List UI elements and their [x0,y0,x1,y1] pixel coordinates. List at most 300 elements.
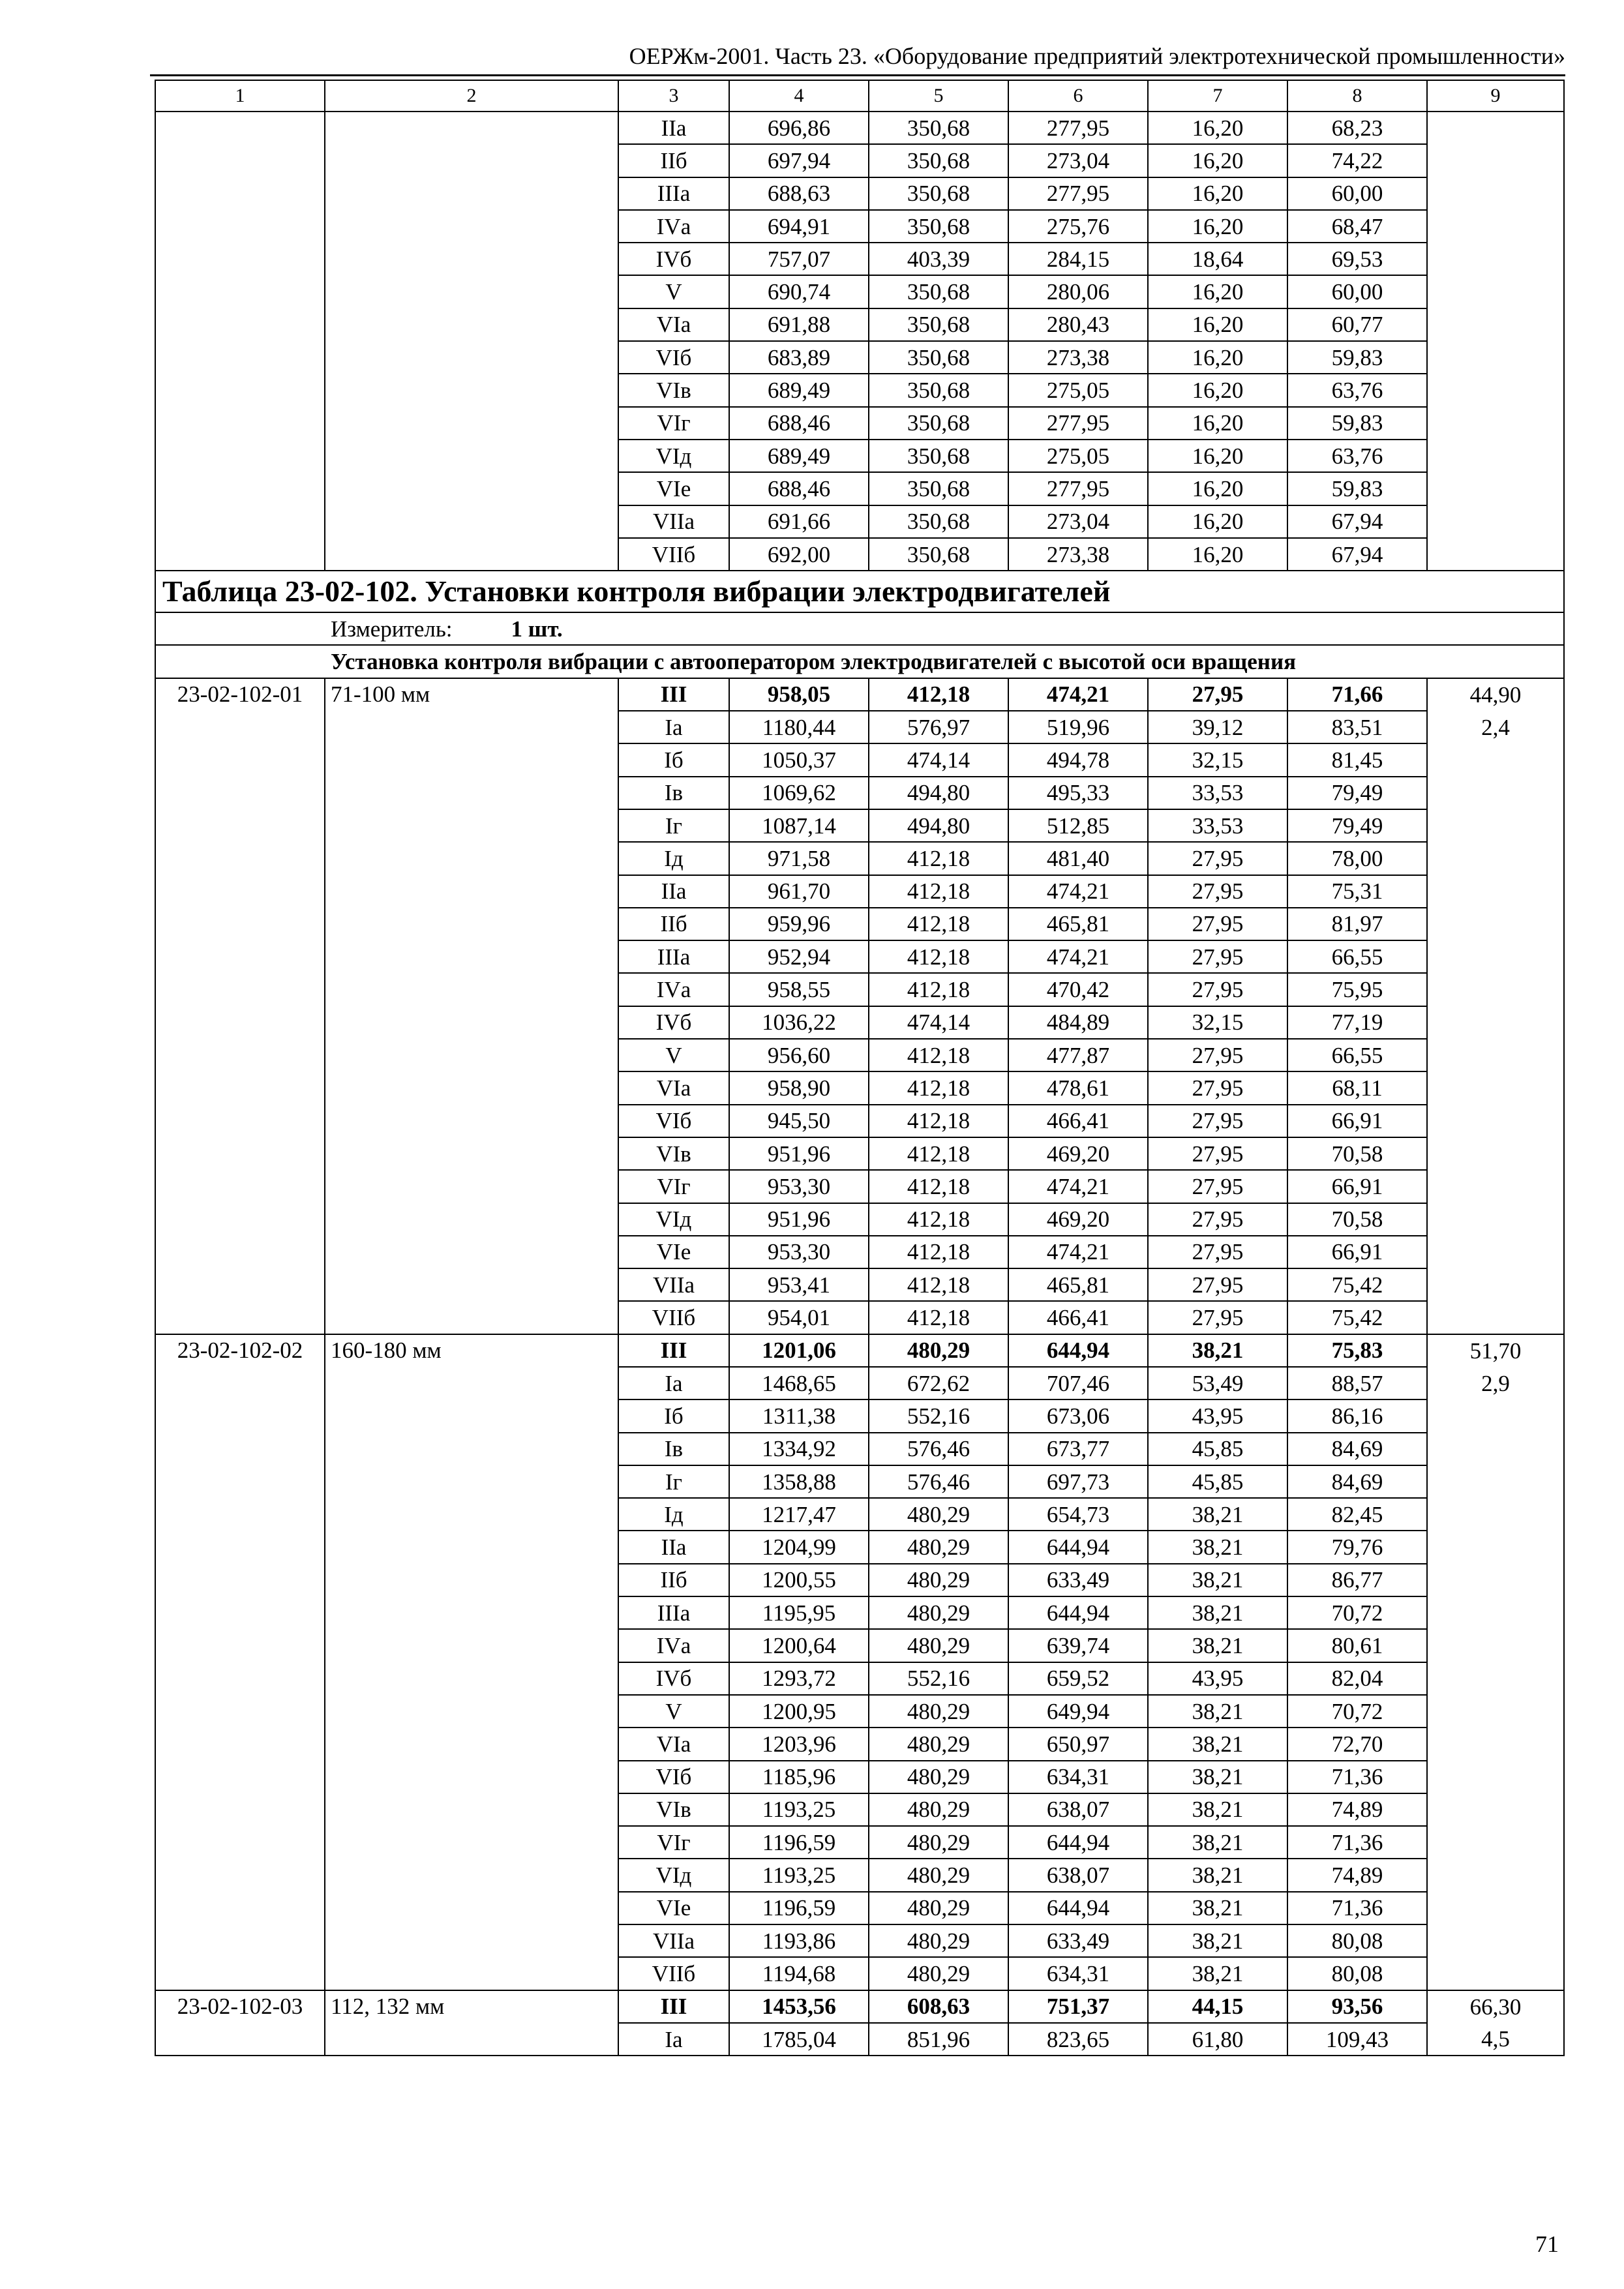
cell: 275,05 [1008,440,1148,472]
cell [1427,1498,1564,1531]
cell: V [618,275,729,308]
cell: 1217,47 [729,1498,869,1531]
cell: 480,29 [869,1564,1008,1596]
cell: 494,78 [1008,743,1148,776]
cell: 93,56 [1287,1990,1427,2023]
empty-cell [155,1268,325,1301]
empty-cell [325,1596,618,1629]
empty-cell [325,1826,618,1859]
cell: 70,58 [1287,1137,1427,1170]
cell [1427,1203,1564,1236]
cell [1427,1859,1564,1891]
cell: 38,21 [1148,1498,1287,1531]
cell: 1334,92 [729,1433,869,1465]
empty-cell [325,112,618,144]
table-row [155,2023,1564,2056]
cell: 823,65 [1008,2023,1148,2056]
cell: 1196,59 [729,1826,869,1859]
empty-cell [325,144,618,177]
cell: 38,21 [1148,1826,1287,1859]
table-row [155,243,1564,275]
empty-cell [325,1301,618,1334]
table-row [155,1268,1564,1301]
cell: 638,07 [1008,1793,1148,1826]
cell: 480,29 [869,1728,1008,1760]
empty-cell [325,1236,618,1268]
page-number: 71 [1535,2231,1559,2257]
table-row [155,678,1564,711]
cell: 60,00 [1287,177,1427,210]
cell: 412,18 [869,973,1008,1006]
empty-cell [155,472,325,505]
cell: 38,21 [1148,1761,1287,1793]
cell: 69,53 [1287,243,1427,275]
cell: VIд [618,1859,729,1891]
cell: III [618,1990,729,2023]
cell: 412,18 [869,1071,1008,1104]
cell: VIв [618,1793,729,1826]
cell: 412,18 [869,1137,1008,1170]
empty-cell [155,112,325,144]
cell: 75,95 [1287,973,1427,1006]
empty-cell [325,1859,618,1891]
cell: 633,49 [1008,1564,1148,1596]
table-row [155,177,1564,210]
cell: 38,21 [1148,1793,1287,1826]
column-number: 6 [1008,80,1148,112]
cell: 60,77 [1287,308,1427,341]
empty-cell [325,777,618,809]
empty-cell [325,374,618,406]
cell: 474,21 [1008,875,1148,908]
table-row [155,1006,1564,1039]
cell: 1200,95 [729,1695,869,1728]
cell: VIIб [618,1301,729,1334]
cell: 280,43 [1008,308,1148,341]
cell [1427,743,1564,776]
empty-cell [1427,341,1564,374]
table-row [155,505,1564,538]
cell: VIд [618,1203,729,1236]
empty-cell [155,1498,325,1531]
cell: 74,89 [1287,1859,1427,1891]
empty-cell [155,1728,325,1760]
table-row [155,472,1564,505]
cell: IVа [618,1629,729,1662]
empty-cell [325,1629,618,1662]
empty-cell [155,1564,325,1596]
cell [1427,1761,1564,1793]
table-row [155,1695,1564,1728]
cell: 27,95 [1148,1301,1287,1334]
cell: 672,62 [869,1367,1008,1399]
cell: 851,96 [869,2023,1008,2056]
cell: 474,21 [1008,678,1148,711]
cell: 673,77 [1008,1433,1148,1465]
cell: 639,74 [1008,1629,1148,1662]
cell: 27,95 [1148,1268,1287,1301]
empty-cell [155,777,325,809]
rate-name: 71-100 мм [325,678,618,711]
empty-cell [155,1006,325,1039]
empty-cell [325,275,618,308]
empty-cell [155,1596,325,1629]
cell: 16,20 [1148,112,1287,144]
cell: 1358,88 [729,1465,869,1498]
cell: 412,18 [869,1105,1008,1137]
empty-cell [325,472,618,505]
empty-cell [325,1761,618,1793]
empty-cell [325,210,618,243]
cell: 27,95 [1148,1203,1287,1236]
table-row [155,1793,1564,1826]
cell: 38,21 [1148,1859,1287,1891]
cell: 480,29 [869,1596,1008,1629]
empty-cell [155,1793,325,1826]
empty-cell [325,1170,618,1203]
cell: 60,00 [1287,275,1427,308]
cell: 273,04 [1008,144,1148,177]
cell: 38,21 [1148,1629,1287,1662]
cell: 16,20 [1148,407,1287,440]
cell: 16,20 [1148,144,1287,177]
cell: 466,41 [1008,1105,1148,1137]
table-row [155,809,1564,842]
cell: 956,60 [729,1039,869,1071]
cell: 1311,38 [729,1399,869,1432]
cell: Iв [618,777,729,809]
meter-row [155,612,1564,645]
cell: VIг [618,1170,729,1203]
cell: VIIб [618,1957,729,1990]
empty-cell [325,407,618,440]
empty-cell [155,1924,325,1957]
cell: 1200,55 [729,1564,869,1596]
cell: IIIа [618,1596,729,1629]
table-row [155,1236,1564,1268]
column-number: 5 [869,80,1008,112]
empty-cell [155,1629,325,1662]
cell [1427,1170,1564,1203]
empty-cell [325,1399,618,1432]
rate-code: 23-02-102-02 [155,1334,325,1367]
cell: 350,68 [869,308,1008,341]
cell: 412,18 [869,678,1008,711]
cell: 1293,72 [729,1662,869,1695]
cell: 81,45 [1287,743,1427,776]
table-row [155,210,1564,243]
cell: 59,83 [1287,472,1427,505]
cell: 480,29 [869,1695,1008,1728]
cell: 79,49 [1287,809,1427,842]
cell: 634,31 [1008,1957,1148,1990]
cell: Iа [618,2023,729,2056]
cell: 469,20 [1008,1137,1148,1170]
cell: 75,42 [1287,1268,1427,1301]
cell: 77,19 [1287,1006,1427,1039]
cell: 961,70 [729,875,869,908]
cell: 512,85 [1008,809,1148,842]
cell: Iв [618,1433,729,1465]
cell: 32,15 [1148,743,1287,776]
empty-cell [325,505,618,538]
cell: 519,96 [1008,711,1148,743]
cell [1427,1728,1564,1760]
cell: 70,72 [1287,1695,1427,1728]
cell: 1196,59 [729,1892,869,1924]
table-row [155,1957,1564,1990]
empty-cell [325,2023,618,2056]
empty-cell [155,1105,325,1137]
cell: 696,86 [729,112,869,144]
empty-cell [155,1826,325,1859]
column-number: 9 [1427,80,1564,112]
cell: 4,5 [1427,2023,1564,2056]
cell: 38,21 [1148,1892,1287,1924]
empty-cell [155,144,325,177]
cell: 481,40 [1008,842,1148,875]
cell [1427,1564,1564,1596]
cell [1427,1433,1564,1465]
empty-cell [325,1137,618,1170]
table-title: Таблица 23-02-102. Установки контроля вибрации электродвигателей [162,575,1111,608]
cell: Iа [618,1367,729,1399]
column-number: 1 [155,80,325,112]
cell: 81,97 [1287,908,1427,940]
cell: 27,95 [1148,875,1287,908]
cell: 576,46 [869,1433,1008,1465]
cell [1427,1039,1564,1071]
cell: VIа [618,1728,729,1760]
table-title-row [155,571,1564,612]
cell: 474,21 [1008,1236,1148,1268]
empty-cell [155,940,325,973]
cell: 412,18 [869,1170,1008,1203]
cell: 412,18 [869,1039,1008,1071]
cell: 83,51 [1287,711,1427,743]
empty-cell [155,1039,325,1071]
cell [1427,1137,1564,1170]
cell: 412,18 [869,875,1008,908]
empty-cell [325,743,618,776]
cell: 480,29 [869,1629,1008,1662]
cell: 691,88 [729,308,869,341]
cell: 470,42 [1008,973,1148,1006]
table-row [155,1170,1564,1203]
table-row [155,908,1564,940]
cell [1427,1531,1564,1563]
cell [1427,842,1564,875]
cell [1427,908,1564,940]
cell: VIд [618,440,729,472]
cell: 697,73 [1008,1465,1148,1498]
cell: 953,41 [729,1268,869,1301]
cell: 465,81 [1008,908,1148,940]
cell: 350,68 [869,210,1008,243]
cell: 959,96 [729,908,869,940]
cell: Iг [618,1465,729,1498]
cell: 27,95 [1148,1170,1287,1203]
empty-cell [1427,538,1564,571]
cell: 694,91 [729,210,869,243]
empty-cell [1427,243,1564,275]
cell: 284,15 [1008,243,1148,275]
cell: 1785,04 [729,2023,869,2056]
cell: 958,55 [729,973,869,1006]
empty-cell [155,440,325,472]
cell: 1087,14 [729,809,869,842]
cell: 350,68 [869,144,1008,177]
table-row [155,711,1564,743]
cell: 552,16 [869,1662,1008,1695]
cell: 27,95 [1148,1039,1287,1071]
table-row [155,1203,1564,1236]
empty-cell [325,440,618,472]
cell: 66,91 [1287,1105,1427,1137]
cell: 480,29 [869,1957,1008,1990]
cell: 277,95 [1008,112,1148,144]
empty-cell [155,1170,325,1203]
cell: 688,63 [729,177,869,210]
cell: 74,89 [1287,1793,1427,1826]
cell: 466,41 [1008,1301,1148,1334]
table-row [155,1334,1564,1367]
cell: 275,05 [1008,374,1148,406]
cell: 1203,96 [729,1728,869,1760]
cell: Iа [618,711,729,743]
empty-cell [325,1728,618,1760]
cell: 88,57 [1287,1367,1427,1399]
empty-cell [155,538,325,571]
empty-cell [325,1892,618,1924]
empty-cell [155,842,325,875]
empty-cell [325,1433,618,1465]
table-row [155,875,1564,908]
cell: 84,69 [1287,1465,1427,1498]
cell: IIа [618,1531,729,1563]
cell: 71,36 [1287,1892,1427,1924]
cell: 80,08 [1287,1924,1427,1957]
cell: 1069,62 [729,777,869,809]
cell: 1050,37 [729,743,869,776]
cell: 273,04 [1008,505,1148,538]
empty-cell [155,1892,325,1924]
empty-cell [325,538,618,571]
cell: 480,29 [869,1531,1008,1563]
table-row [155,1761,1564,1793]
cell: VIб [618,341,729,374]
empty-cell [155,1367,325,1399]
table-row [155,1990,1564,2023]
column-numbers-row [155,80,1564,112]
table-row [155,1039,1564,1071]
cell: VIIа [618,1924,729,1957]
empty-cell [1427,440,1564,472]
cell: 480,29 [869,1498,1008,1531]
cell: 66,30 [1427,1990,1564,2023]
cell: 59,83 [1287,341,1427,374]
empty-cell [155,1531,325,1563]
cell: VIг [618,1826,729,1859]
empty-cell [325,1793,618,1826]
table-row [155,1531,1564,1563]
column-number: 3 [618,80,729,112]
cell: 66,91 [1287,1236,1427,1268]
empty-cell [155,2023,325,2056]
cell: 82,45 [1287,1498,1427,1531]
empty-cell [325,1498,618,1531]
cell: 673,06 [1008,1399,1148,1432]
cell: 480,29 [869,1761,1008,1793]
cell: 945,50 [729,1105,869,1137]
cell: 75,31 [1287,875,1427,908]
cell: 494,80 [869,777,1008,809]
cell: IIIа [618,177,729,210]
empty-cell [325,177,618,210]
cell: 1193,86 [729,1924,869,1957]
cell: 61,80 [1148,2023,1287,2056]
cell: VIв [618,1137,729,1170]
cell: IVб [618,1006,729,1039]
cell [1427,1006,1564,1039]
empty-cell [155,1137,325,1170]
cell: 751,37 [1008,1990,1148,2023]
empty-cell [1427,275,1564,308]
cell: 688,46 [729,407,869,440]
cell: 494,80 [869,809,1008,842]
cell: 649,94 [1008,1695,1148,1728]
cell: 480,29 [869,1793,1008,1826]
cell: 465,81 [1008,1268,1148,1301]
cell: 84,69 [1287,1433,1427,1465]
cell: 38,21 [1148,1334,1287,1367]
cell: 474,14 [869,743,1008,776]
cell [1427,875,1564,908]
cell: 38,21 [1148,1564,1287,1596]
empty-cell [155,1071,325,1104]
cell: 16,20 [1148,308,1287,341]
cell: 59,83 [1287,407,1427,440]
cell: 474,21 [1008,940,1148,973]
cell: 27,95 [1148,973,1287,1006]
cell: 1194,68 [729,1957,869,1990]
cell [1427,1924,1564,1957]
cell: 480,29 [869,1924,1008,1957]
cell: 954,01 [729,1301,869,1334]
cell: 1201,06 [729,1334,869,1367]
empty-cell [1427,112,1564,144]
cell: 480,29 [869,1892,1008,1924]
cell: III [618,678,729,711]
cell: 16,20 [1148,210,1287,243]
cell: 71,36 [1287,1761,1427,1793]
table-row [155,1137,1564,1170]
cell: IVа [618,210,729,243]
cell: 412,18 [869,1268,1008,1301]
cell: 644,94 [1008,1334,1148,1367]
cell: 576,46 [869,1465,1008,1498]
cell: 350,68 [869,440,1008,472]
rates-table [155,80,1565,2056]
cell: 79,49 [1287,777,1427,809]
empty-cell [325,1465,618,1498]
table-row [155,308,1564,341]
table-row [155,1367,1564,1399]
empty-cell [155,275,325,308]
cell: VIIа [618,505,729,538]
empty-cell [325,1924,618,1957]
cell: 16,20 [1148,177,1287,210]
